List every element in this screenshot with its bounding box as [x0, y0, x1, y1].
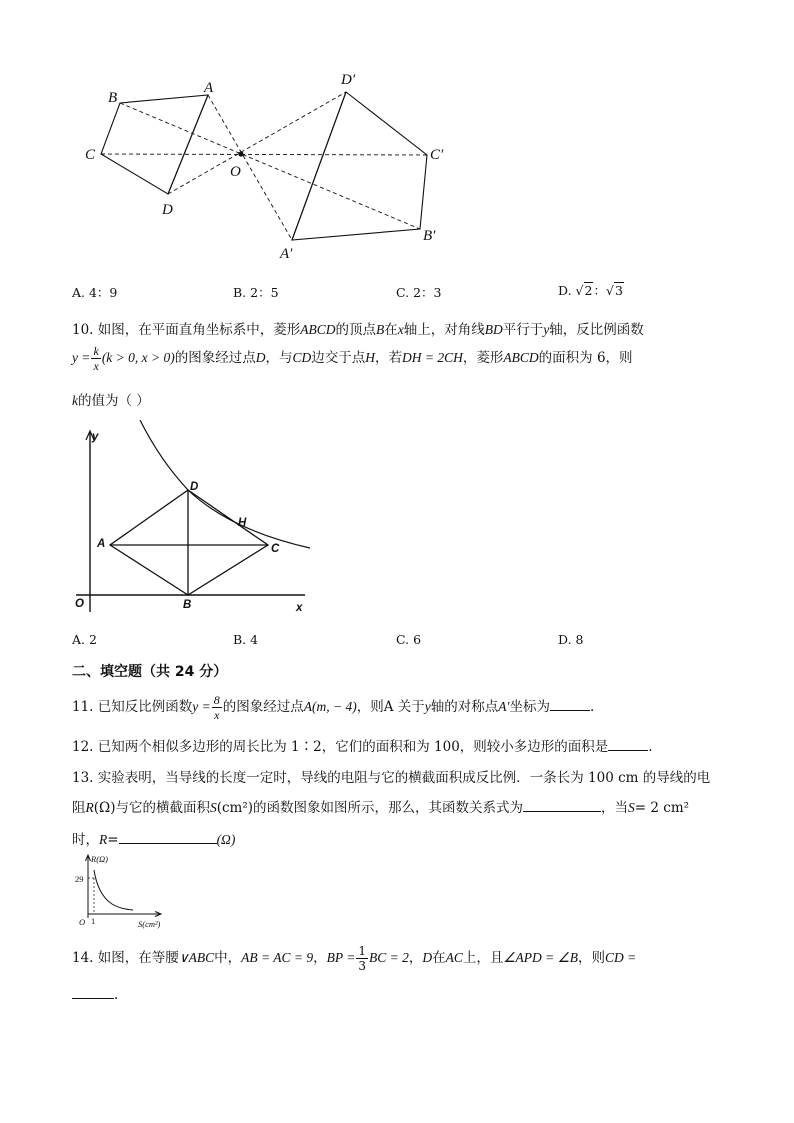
sqrt-3: √3	[605, 283, 623, 298]
hyperbola-curve	[140, 420, 310, 548]
q14-fraction: $\frac{1}{3}$	[358, 944, 367, 973]
diagonal-ap-dp	[292, 92, 346, 240]
q9-option-a: A. 4：9	[72, 285, 118, 300]
label-o: O	[75, 598, 84, 610]
label-a: A	[97, 538, 106, 550]
dash-d-dp	[168, 92, 346, 194]
section-title: 二、填空题（共 24 分）	[72, 664, 228, 680]
q11-fraction: $\frac{8}{x}$	[213, 693, 220, 722]
q9-option-b: B. 2：5	[233, 285, 279, 300]
label-a-prime: A′	[280, 246, 293, 262]
q9-option-d-label: D.	[558, 283, 572, 298]
graph-xlabel: S(cm²)	[138, 919, 161, 929]
q10-figure	[70, 418, 315, 616]
point-o	[238, 151, 243, 156]
label-d-prime: D′	[341, 72, 356, 88]
label-d: D	[190, 481, 199, 493]
graph-ytick: 29	[75, 874, 84, 884]
q9-figure	[80, 66, 460, 266]
label-c-prime: C′	[430, 147, 444, 163]
label-b: B	[183, 599, 192, 611]
q14-answer-blank[interactable]	[72, 986, 114, 999]
label-o: O	[230, 164, 241, 180]
graph-ylabel: R(Ω)	[91, 854, 108, 864]
q14-line1: 14. 如图，在等腰∨ABC中，AB = AC = 9，BP = $\frac{1}{3}$ BC = 2，D在AC上，且∠APD = ∠B，则CD =	[72, 944, 637, 973]
label-y: y	[92, 431, 99, 443]
q10-line3: k的值为（ ）	[72, 393, 150, 409]
q10-option-c: C. 6	[396, 632, 422, 647]
q14-line2: .	[72, 986, 118, 1003]
q10-option-d: D. 8	[558, 632, 584, 647]
dash-c-cp	[101, 154, 427, 155]
sqrt-2: √2	[575, 283, 593, 298]
q9-option-c: C. 2：3	[396, 285, 442, 300]
q12-line: 12. 已知两个相似多边形的周长比为 1∶2，它们的面积和为 100，则较小多边形的面积是 .	[72, 739, 653, 755]
q9-option-d	[558, 281, 624, 299]
q11-answer-blank[interactable]	[550, 698, 590, 711]
diagonal-ad	[168, 95, 208, 194]
label-d: D	[162, 202, 173, 218]
q10-option-a: A. 2	[72, 632, 97, 647]
q11-line: 11. 已知反比例函数y = $\frac{8}{x}$ 的图象经过点A(m, − 4)，则A 关于y轴的对称点A′坐标为 .	[72, 693, 595, 722]
q13-line2: 阻R(Ω)与它的横截面积S(cm²)的函数图象如图所示，那么，其函数关系式为 ，当S= 2 cm²	[72, 800, 690, 816]
inverse-curve	[94, 870, 133, 910]
label-c: C	[85, 147, 96, 163]
polygon-abcd	[101, 95, 208, 194]
q13-line3: 时，R= (Ω)	[72, 832, 236, 848]
q9-option-d-sep: ：	[593, 283, 606, 298]
label-c: C	[271, 543, 280, 555]
polygon-abcd-prime	[292, 92, 427, 240]
q13-line1: 13. 实验表明，当导线的长度一定时，导线的电阻与它的横截面积成反比例．一条长为 100 cm 的导线的电	[72, 770, 711, 786]
graph-origin: O	[79, 917, 86, 927]
q10-line2: y = $\frac{k}{x}$ (k > 0, x > 0)的图象经过点D，与CD边交于点H，若DH = 2CH，菱形ABCD的面积为 6，则	[72, 344, 633, 373]
label-a: A	[204, 80, 214, 96]
q13-graph	[70, 850, 180, 932]
q13-value-blank[interactable]	[119, 831, 217, 844]
label-b-prime: B′	[423, 228, 436, 244]
label-h: H	[238, 517, 247, 529]
rhombus-abcd	[110, 490, 268, 595]
graph-xtick: 1	[91, 916, 96, 926]
q10-fraction: $\frac{k}{x}$	[93, 344, 99, 373]
q13-formula-blank[interactable]	[523, 799, 601, 812]
dash-a-ap	[208, 95, 292, 240]
label-b: B	[108, 90, 118, 106]
q10-line1: 10. 如图，在平面直角坐标系中，菱形ABCD的顶点B在x轴上，对角线BD平行于y轴，反比例函数	[72, 322, 644, 338]
q10-option-b: B. 4	[233, 632, 259, 647]
q12-answer-blank[interactable]	[608, 738, 648, 751]
label-x: x	[296, 602, 303, 614]
